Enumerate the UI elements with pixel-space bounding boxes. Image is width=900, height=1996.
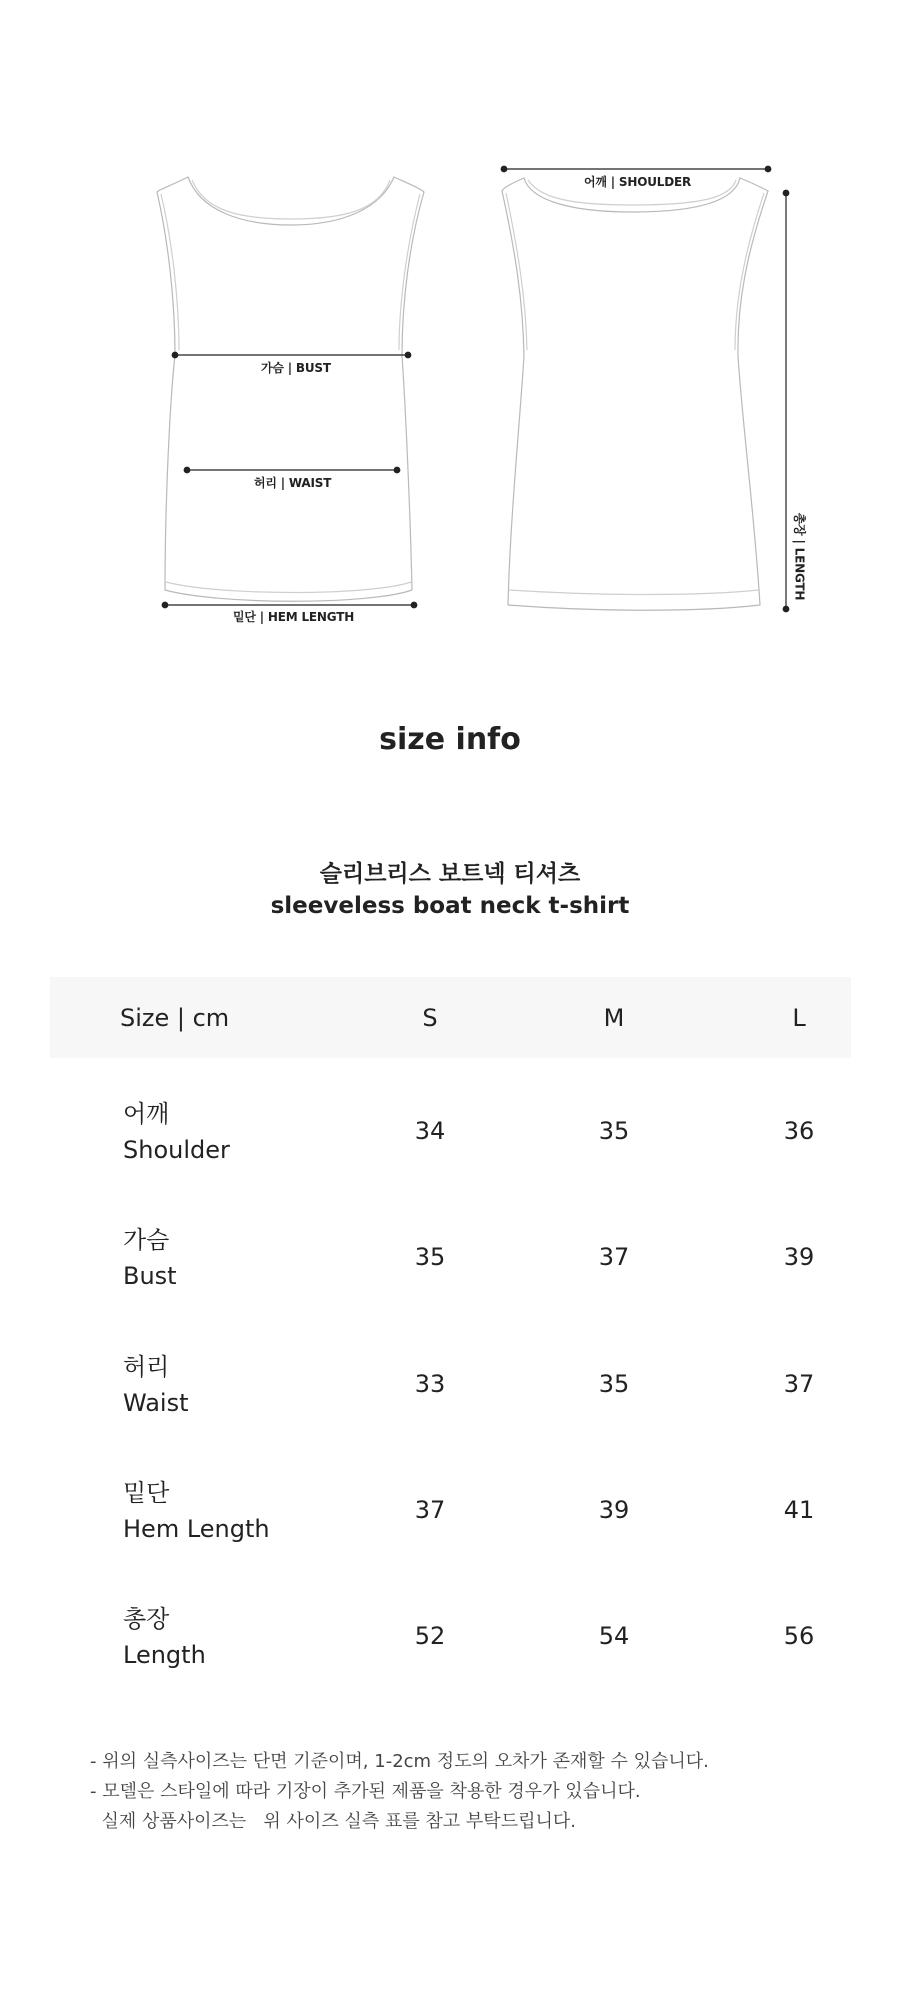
- row-label-en: Bust: [123, 1262, 177, 1290]
- header-size-s: S: [422, 1004, 438, 1032]
- note-line: 실제 상품사이즈는 위 사이즈 실측 표를 참고 부탁드립니다.: [90, 1811, 576, 1832]
- row-label-en: Hem Length: [123, 1515, 270, 1543]
- row-label-en: Waist: [123, 1389, 189, 1417]
- row-label-ko: 가슴: [123, 1226, 170, 1254]
- bust-measure-label: 가슴 | BUST: [261, 361, 331, 375]
- row-label-ko: 허리: [123, 1353, 170, 1381]
- product-name-ko: 슬리브리스 보트넥 티셔츠: [319, 861, 581, 887]
- row-label-ko: 총장: [123, 1605, 170, 1633]
- table-cell: 34: [414, 1117, 446, 1145]
- front-view: [157, 177, 424, 601]
- size-notes: [90, 1747, 709, 1837]
- length-measure-label: 총장 | LENGTH: [792, 512, 807, 601]
- header-size-l: L: [792, 1004, 806, 1032]
- waist-measure-label: 허리 | WAIST: [254, 476, 332, 490]
- row-label-waist: [123, 1349, 188, 1421]
- table-cell: 37: [414, 1496, 446, 1524]
- row-label-ko: 밑단: [123, 1479, 170, 1507]
- product-name-en: sleeveless boat neck t-shirt: [270, 893, 630, 919]
- row-label-hem: [123, 1475, 270, 1547]
- table-cell: 35: [598, 1117, 630, 1145]
- row-label-en: Shoulder: [123, 1136, 230, 1164]
- table-cell: 52: [414, 1622, 446, 1650]
- table-cell: 56: [783, 1622, 815, 1650]
- table-cell: 39: [783, 1243, 815, 1271]
- garment-illustration: [0, 0, 900, 660]
- size-info-title: size info: [379, 722, 521, 757]
- back-view: [502, 178, 768, 610]
- hem-measure-label: 밑단 | HEM LENGTH: [233, 610, 355, 624]
- row-label-ko: 어깨: [123, 1100, 170, 1128]
- size-diagram: [0, 0, 900, 660]
- header-size-label: Size | cm: [120, 1004, 230, 1032]
- table-cell: 35: [414, 1243, 446, 1271]
- table-cell: 39: [598, 1496, 630, 1524]
- table-cell: 37: [783, 1370, 815, 1398]
- table-cell: 37: [598, 1243, 630, 1271]
- measure-lines: [162, 166, 789, 612]
- table-cell: 54: [598, 1622, 630, 1650]
- header-size-m: M: [603, 1004, 625, 1032]
- table-cell: 36: [783, 1117, 815, 1145]
- row-label-length: [123, 1601, 206, 1673]
- row-label-en: Length: [123, 1641, 206, 1669]
- shoulder-measure-label: 어깨 | SHOULDER: [584, 175, 691, 189]
- table-cell: 35: [598, 1370, 630, 1398]
- note-line: - 위의 실측사이즈는 단면 기준이며, 1-2cm 정도의 오차가 존재할 수 있습니다.: [90, 1751, 709, 1772]
- table-cell: 41: [783, 1496, 815, 1524]
- table-cell: 33: [414, 1370, 446, 1398]
- note-line: - 모델은 스타일에 따라 기장이 추가된 제품을 착용한 경우가 있습니다.: [90, 1781, 641, 1802]
- row-label-shoulder: [123, 1096, 230, 1168]
- row-label-bust: [123, 1222, 177, 1294]
